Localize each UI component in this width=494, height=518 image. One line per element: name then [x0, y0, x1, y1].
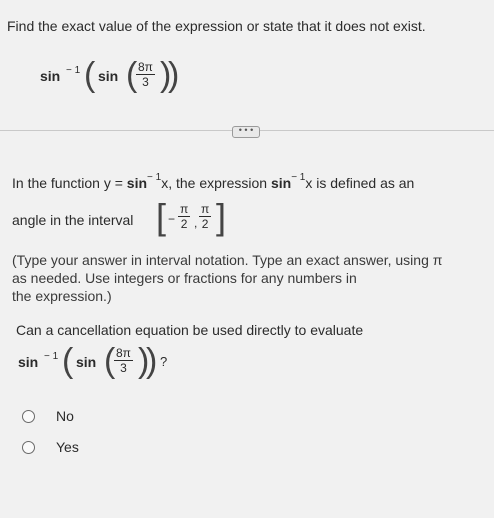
- fraction-numerator: 8π: [138, 60, 153, 74]
- sin-outer: sin: [40, 68, 61, 84]
- fraction-neg-pi-over-2: [178, 202, 190, 231]
- p2-fraction: [114, 346, 133, 375]
- option-yes-label: Yes: [56, 439, 79, 455]
- interval-expression: [156, 196, 236, 240]
- paren-right: ): [168, 56, 180, 94]
- part1-line2: angle in the interval: [12, 212, 134, 228]
- minus-sign: −: [168, 212, 176, 226]
- line1-exponent2: − 1: [291, 172, 306, 183]
- frac1-numerator: π: [180, 202, 189, 216]
- p2-paren-inner-right: ): [138, 342, 150, 380]
- expression-part2: [18, 340, 178, 384]
- bracket-left: [: [156, 196, 167, 237]
- p2-fraction-numerator: 8π: [116, 346, 131, 360]
- expand-button[interactable]: • • •: [232, 126, 260, 138]
- paren-left: (: [84, 56, 96, 94]
- fraction-denominator: 3: [142, 75, 149, 89]
- p2-inverse-exponent: − 1: [44, 351, 59, 362]
- hint-line2: as needed. Use integers or fractions for any numbers in: [12, 270, 357, 286]
- p2-paren-right: ): [146, 342, 158, 380]
- line1-sin: sin: [126, 175, 148, 191]
- hint-line3: the expression.): [12, 288, 112, 304]
- hint-line1: (Type your answer in interval notation. Type an exact answer, using π: [12, 252, 443, 268]
- paren-inner-right: ): [160, 56, 172, 94]
- inverse-exponent: − 1: [66, 65, 81, 76]
- fraction-8pi-3: [136, 60, 155, 89]
- p2-paren-inner-left: (: [104, 342, 116, 380]
- p2-sin-inner: sin: [76, 354, 97, 370]
- line1-exponent: − 1: [147, 172, 162, 183]
- sin-inner: sin: [98, 68, 119, 84]
- part1-line1: [12, 172, 415, 191]
- comma: ,: [194, 216, 198, 230]
- radio-no[interactable]: [22, 410, 35, 423]
- part2-question: Can a cancellation equation be used directly to evaluate: [16, 322, 364, 338]
- p2-sin-outer: sin: [18, 354, 39, 370]
- fraction-pi-over-2: [199, 202, 211, 231]
- option-no-label: No: [56, 408, 74, 424]
- line1-text-a: In the function y =: [12, 175, 127, 191]
- bracket-right: ]: [216, 196, 227, 237]
- question-instruction: Find the exact value of the expression or state that it does not exist.: [7, 18, 426, 34]
- paren-inner-left: (: [126, 56, 138, 94]
- frac2-numerator: π: [201, 202, 210, 216]
- p2-paren-left: (: [62, 342, 74, 380]
- p2-fraction-denominator: 3: [120, 361, 127, 375]
- radio-yes[interactable]: [22, 441, 35, 454]
- line1-text-b: x, the expression: [161, 175, 271, 191]
- frac2-denominator: 2: [201, 217, 209, 231]
- question-mark: ?: [160, 354, 168, 369]
- expression-top: [40, 56, 240, 100]
- line1-sin2: sin: [270, 175, 292, 191]
- line1-text-c: x is defined as an: [305, 175, 415, 191]
- frac1-denominator: 2: [180, 217, 188, 231]
